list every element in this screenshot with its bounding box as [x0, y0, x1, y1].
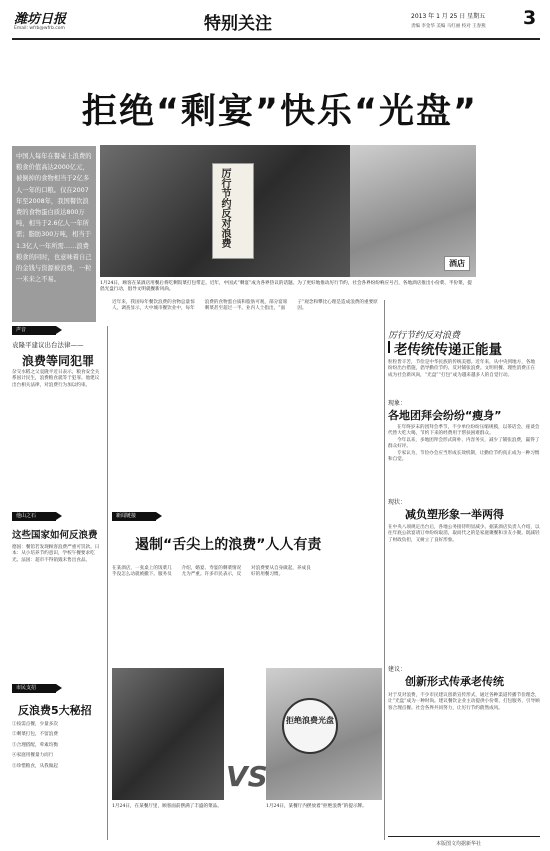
plate-sign: 拒绝浪费光盘 [282, 698, 338, 754]
bottom-body: 在某酒店，一张桌上的饭菜几乎没怎么动就被撤下。服务员介绍，婚宴、寿宴的剩菜情况尤为严重。许多市民表示，反对浪费要从自身做起，养成良好的用餐习惯。 [112, 566, 311, 578]
left-tag-voice: 声音 [12, 326, 56, 335]
vs-mark: VS [226, 760, 268, 793]
left-body-1: 杂交水稻之父袁隆平近日表示，粮食安全关系国计民生，浪费粮食就等于犯罪。他建议出台相关法律，对浪费行为加以约束。 [12, 370, 100, 388]
email: Email: wfrb@wfrb.com [14, 26, 65, 31]
left-title-3: 反浪费5大秘招 [18, 704, 92, 717]
right-mid-title: 各地团拜会纷纷“瘦身” [388, 409, 502, 422]
left-tag-abroad: 他山之石 [12, 512, 56, 521]
section-title: 特别关注 [204, 14, 272, 34]
top-photo-caption: 1月24日，顾客在某酒店用餐后将吃剩饭菜打包带走。近年，中国式“剩宴”成为各界热议的话题。为了更好地推动厉行节约，社会各界纷纷响应号召，各地酒店推出小份菜、半份菜，提倡光盘行动，倡导文明就餐新风尚。 [100, 281, 472, 293]
right-bottom-body: 对于反对浪费，不少市民建议创新宣传形式，通过各种渠道传播节俭理念，让“光盘”成为一种时尚。建议餐饮企业主动提供小份菜、打包服务，引导顾客合理点餐。社会各界共同努力，让厉行节约蔚然成风。 [388, 693, 540, 711]
left-title-1: 浪费等同犯罪 [22, 354, 95, 368]
right-mid-para-1: 在年终岁末的团拜会季节，不少单位纷纷压缩规模，以茶话会、座谈会代替大吃大喝，节约下来的经费用于帮扶困难群众。 [388, 425, 540, 437]
left-title-1-kicker: 袁隆平建议出台法律—— [12, 341, 84, 349]
page-number: 3 [523, 7, 537, 29]
left-body-2: 德国：餐馆若发现顾客浪费严重可罚款。日本：从小培养节约意识，学校午餐要求吃光。法国：超市不得销毁未售出食品。 [12, 545, 100, 563]
paper-logo: 潍坊日报 [14, 12, 67, 27]
footer-rule [388, 836, 540, 837]
tips-list [12, 722, 104, 770]
right-mid-tag: 现象： [388, 400, 407, 407]
right-mid-body [388, 425, 540, 463]
bottom-title: 遏制“舌尖上的浪费”人人有责 [135, 537, 322, 553]
tip-3: ③合理搭配，荤素均衡 [12, 742, 58, 748]
right-column-divider [384, 300, 385, 840]
lead-box [12, 146, 96, 322]
sign-board [212, 163, 254, 259]
left-title-2: 这些国家如何反浪费 [12, 530, 98, 541]
right-top-title: 老传统传递正能量 [394, 342, 502, 358]
top-photo-right [350, 145, 476, 277]
right-low-body: 在中央八项规定出台后，各地公务接待明显减少。据某酒店负责人介绍，以往年底公款宴请订单纷纷取消，取而代之的是家庭聚餐和亲友小聚。既减轻了财政负担，又树立了良好形象。 [388, 525, 540, 543]
lead-text: 中国人每年在餐桌上浪费的粮食价值高达2000亿元，被倒掉的食物相当于2亿多人一年的口粮。仅在2007年至2008年，我国餐饮浪费的食物蛋白质达800万吨，相当于2.6亿人一年所需；脂肪300万吨，相当于1.3亿人一年所需……浪费粮食的同时，也意味着自己的金钱与资源被浪费，一粒一米来之不易。 [16, 153, 92, 284]
issue-date: 2013 年 1 月 25 日 星期五 [411, 13, 486, 20]
right-title-bar [388, 341, 390, 353]
sign-text: 厉行节约反对浪费 [219, 168, 230, 248]
top-photo [100, 145, 350, 277]
center-body: 近年来，我国每年餐饮浪费的食物总量惊人。调查显示，大中城市餐饮业中，每年浪费的食物蛋白质和脂肪可观，部分宴席剩菜甚至超过一半。业内人士指出，“面子”观念和攀比心理是造成浪费的重要原因。 [112, 300, 378, 312]
right-low-title: 减负塑形象一举两得 [405, 508, 504, 521]
left-tag-tips: 市民支招 [12, 684, 56, 693]
main-headline: 拒绝“剩宴”快乐“光盘” [81, 92, 478, 132]
left-column-divider [107, 326, 108, 840]
tip-4: ④家庭用餐量力而行 [12, 753, 54, 759]
right-kicker: 厉行节约反对浪费 [388, 331, 461, 341]
bottom-photo-right [266, 668, 382, 800]
hotel-sign: 酒店 [444, 256, 470, 271]
tip-2: ②剩菜打包，不留浪费 [12, 732, 58, 738]
right-mid-para-2: 今年以来，多地团拜会形式简朴、内容务实，减少了铺张浪费，赢得了群众好评。 [388, 437, 540, 450]
tip-5: ⑤珍惜粮食，从我做起 [12, 763, 58, 769]
footer-credit: 本版图文均据新华社 [436, 841, 482, 847]
editors: 责编 李金华 美编 马红丽 校对 王春燕 [411, 24, 486, 29]
right-bottom-title: 创新形式传承老传统 [405, 675, 504, 688]
right-bottom-tag: 建议： [388, 666, 407, 673]
bottom-photo-left [112, 668, 224, 800]
masthead-rule [12, 38, 540, 40]
bottom-tag: 新闻链接 [112, 512, 156, 521]
right-top-body: 粒粒皆辛苦，节俭是中华民族的传统美德。近年来，从中央到地方，各地纷纷出台措施，倡导勤俭节约、反对铺张浪费。文明用餐、理性消费正在成为社会新风尚，“光盘”“打包”成为越来越多人的自觉行动。 [388, 360, 536, 378]
bottom-caption-right: 1月24日，某餐厅内摆放着“拒绝浪费”的提示牌。 [266, 804, 367, 809]
masthead [0, 0, 550, 42]
right-mid-para-3: 专家认为，节俭办会应当形成长效机制，让勤俭节约真正成为一种习惯和自觉。 [388, 450, 540, 463]
bottom-caption-left: 1月24日，在某餐厅里，顾客面前摆满了丰盛的菜品。 [112, 804, 222, 809]
right-low-tag: 现状： [388, 499, 407, 506]
tip-1: ①按需点餐，少量多次 [12, 722, 58, 727]
